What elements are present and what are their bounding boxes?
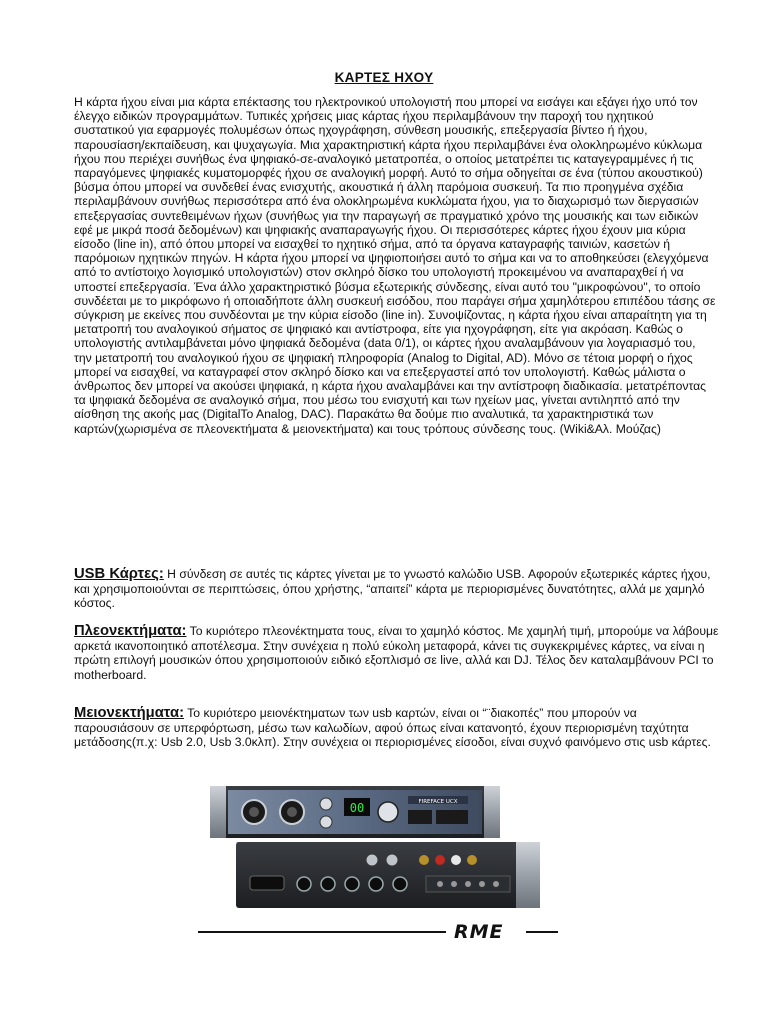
usb-cards-heading: USB Κάρτες: xyxy=(74,566,164,582)
advantages-text: Το κυριότερο πλεονέκτηματα τους, είναι το χαμηλό κόστος. Με χαμηλή τιμή, μπορούμε να λάβουμε αρκετά ικανοποιητικό αποτέλεσμα. Στην συνέχεια η πολύ εύκολη μεταφορά, κάνει τις συγκεκριμένες κάρτες, να είναι η πρώτη επιλογή μουσικών όπου χρησιμοποιούν ειδικό εξοπλισμό σε live, αλλά και DJ. Τέλος δεν καταλαμβάνουν PCI το motherboard. xyxy=(74,624,719,682)
brand-logo xyxy=(198,921,558,940)
document-title: ΚΑΡΤΕΣ ΗΧΟΥ xyxy=(334,70,434,85)
disadvantages-text: Το κυριότερο μειονέκτηματων των usb καρτών, είναι οι “¨διακοπές” που μπορούν να παρουσιάσουν σε υπερφόρτωση, μέσω των καλωδίων, αφού όπως είναι κατανοητό, έχουν περιορισμένη ταχύτητα μετάδοσης(π.χ: Usb 2.0, Usb 3.0κλπ). Στην συνέχεια οι περιορισμένες είσοδοι, είναι συχνό φαινόμενο στις usb κάρτες. xyxy=(74,706,711,749)
device-label: FIREFACE UCX xyxy=(418,799,458,805)
audio-interface-illustration xyxy=(196,780,576,940)
usb-cards-text: Η σύνδεση σε αυτές τις κάρτες γίνεται με το γνωστό καλώδιο USB. Αφορούν εξωτερικές κάρτες ήχου, και χρησιμοποιούνται σε περιπτώσεις, όπου χρήστης, “απαιτεί” κάρτα με περιορισμένες δυνατότητες, αλλά με χαμηλό κόστος. xyxy=(74,567,711,610)
lower-unit xyxy=(236,842,540,908)
sound-card-photo xyxy=(196,780,576,940)
display-readout: 00 xyxy=(349,801,365,815)
advantages-heading: Πλεονεκτήματα: xyxy=(74,623,187,639)
usb-cards-paragraph xyxy=(74,567,720,611)
advantages-paragraph xyxy=(74,624,720,682)
rme-logo: RME xyxy=(454,921,504,940)
disadvantages-paragraph xyxy=(74,706,720,750)
intro-paragraph: Η κάρτα ήχου είναι μια κάρτα επέκτασης του ηλεκτρονικού υπολογιστή που μπορεί να εισάγει και εξάγει ήχο υπό τον έλεγχο ειδικών προγραμμάτων. Τυπικές χρήσεις μιας κάρτας ήχου περιλαμβάνουν την παροχή του ηχητικού συστατικού για εφαρμογές πολυμέσων όπως ηχογράφηση, σύνθεση μουσικής, επεξεργασία βίντεο ή ήχου, παρουσίαση/εκπαίδευση, και ψυχαγωγία. Μια χαρακτηριστική κάρτα ήχου περιλαμβάνει ένα ολοκληρωμένο κύκλωμα ήχου που περιέχει συνήθως ένα ψηφιακό-σε-αναλογικό μετατροπέα, ο οποίος μετατρέπει τις καταγεγραμμένες ή τις παραγόμενες ψηφιακές κυματομορφές ήχου σε αναλογική μορφή. Αυτό το σήμα οδηγείται σε ένα (τύπου ακουστικού) βύσμα όπου μπορεί να συνδεθεί ένας ενισχυτής, ακουστικά ή άλλη παρόμοια συσκευή. Τα πιο προηγμένα σχέδια περιλαμβάνουν συνήθως περισσότερα από ένα ολοκληρωμένα κυκλώματα ήχου, για το διαχωρισμό των διεργασιών επεξεργασίας συντεθειμένων ήχων (συνήθως για την παραγωγή σε πραγματικό χρόνο της μουσικής και των ειδικών εφέ με μικρά ποσά δεδομένων) και ψηφιακής αναπαραγωγής ήχου. Οι περισσότερες κάρτες ήχου έχουν μια κύρια είσοδο (line in), από όπου μπορεί να εισαχθεί το ηχητικό σήμα, από τα όργανα καταγραφής ταινιών, κασετών ή παρόμοιων ηχητικών πηγών. Η κάρτα ήχου μπορεί να ψηφιοποιήσει αυτό το σήμα και να το αποθηκεύσει (ελεγχόμενα από το αντίστοιχο λογισμικό υπολογιστών) στον σκληρό δίσκο του υπολογιστή προκειμένου να αναπαραχθεί ή να υποστεί επεξεργασία. Ένα άλλο χαρακτηριστικό βύσμα εξωτερικής σύνδεσης, είναι αυτό του "μικροφώνου", το οποίο συνδέεται με το μικρόφωνο ή οποιαδήποτε άλλη συσκευή εισόδου, που παράγει σήμα χαμηλότερου επιπέδου τάσης σε σύγκριση με εκείνες που συνδέονται με την κύρια είσοδο (line in). Συνοψίζοντας, η κάρτα ήχου είναι απαραίτητη για τη μετατροπή του αναλογικού σήματος σε ψηφιακό και αντίστροφα, είτε για ηχογράφηση, είτε για ακρόαση. Καθώς ο υπολογιστής αντιλαμβάνεται μόνο ψηφιακά δεδομένα (data 0/1), οι κάρτες ήχου αναλαμβάνουν για λογαριασμό του, την μετατροπή του αναλογικού ήχου σε ψηφιακή πληροφορία (Analog to Digital, AD). Μόνο σε τέτοια μορφή ο ήχος μπορεί να εισαχθεί, να καταγραφεί στον σκληρό δίσκο και να επεξεργαστεί από τον υπολογιστή. Καθώς μάλιστα ο άνθρωπος δεν μπορεί να ακούσει ψηφιακά, η κάρτα ήχου αναλαμβάνει και την αντίστροφη διαδικασία. μετατρέποντας τα ψηφιακά δεδομένα σε αναλογικό σήμα, που μέσω του ενισχυτή και των ηχείων μας, γίνεται αντιληπτό από την αίσθηση της ακοής μας (DigitalTo Analog, DAC). Παρακάτω θα δούμε πιο αναλυτικά, τα χαρακτηριστικά των καρτών(χωρισμένα σε πλεονεκτήματα & μειονεκτήματα) και τους τρόπους σύνδεσης τους. (Wiki&Αλ. Μούζας) xyxy=(74,95,716,436)
upper-unit xyxy=(210,786,500,838)
disadvantages-heading: Μειονεκτήματα: xyxy=(74,705,185,721)
